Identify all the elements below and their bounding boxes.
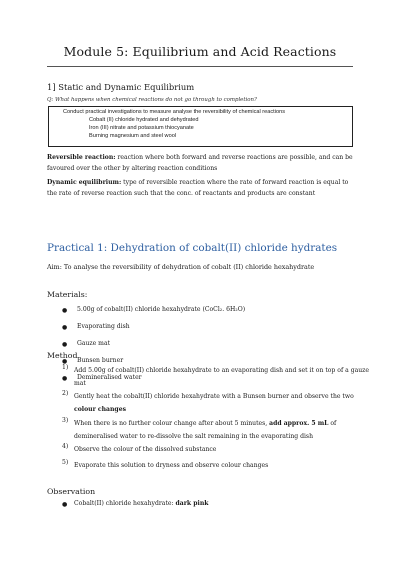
materials-heading: Materials: [47,290,88,299]
bullet-icon: ● [62,341,68,348]
bullet-icon: ● [62,324,68,331]
bullet-icon: ● [62,358,68,365]
syllabus-line: Conduct practical investigations to measure analyse the reversibility of chemical reactions [63,109,285,115]
practical-heading: Practical 1: Dehydration of cobalt(II) chloride hydrates [47,242,338,254]
definition-text: reaction where both forward and reverse reactions are possible, and can be favoured over the other by altering reaction conditions [47,154,353,172]
syllabus-box [48,106,353,147]
section-heading: 1] Static and Dynamic Equilibrium [47,82,195,92]
definition-term: Reversible reaction: [47,154,116,161]
syllabus-line: Burning magnesium and steel wool [89,133,177,139]
page-title: Module 5: Equilibrium and Acid Reactions [63,44,337,59]
syllabus-line: Iron (III) nitrate and potassium thiocyanate [89,125,194,131]
observation-heading: Observation [47,487,96,496]
document-page: Module 5: Equilibrium and Acid Reactions 1] Static and Dynamic Equilibrium Q: What happens when chemical reactions do not go through to completion? Conduct practical investigations to measure analyse the reversibility of chemical reactions Cobalt (II) chloride hydrated and dehydrated Iron (III) nitrate and potassium thiocyanate Burning magnesium and steel wool Reversible reaction: reaction where both forward and reverse reactions are possible, and can be favoured over the other by altering reaction conditions Dynamic equilibrium: type of reversible reaction where the rate of forward reaction is equal to the rate of reverse reaction such that the conc. of reactants and products are constant Practical 1: Dehydration of cobalt(II) chloride hydrates Aim: To analyse the reversibility of dehydration of cobalt (II) chloride hexahydrate Materials: ● 5.00g of cobalt(II) chloride hexahydrate (CoCl₂. 6H₂O) ● Evaporating dish ● Gauze mat ● Bunsen burner ● Demineralised water Method 1) Add 5.00g of cobalt(II) chloride hexahydrate to an evaporating dish and set it on top of a gauze mat 2) Gently heat the cobalt(II) chloride hexahydrate with a Bunsen burner and observe the two colour changes 3) When there is no further colour change after about 5 minutes, add approx. 5 mL of demineralised water to re-dissolve the salt remaining in the evaporating dish 4) Observe the colour of the dissolved substance 5) Evaporate this solution to dryness and observe colour changes Observation ● Cobalt(II) chloride hexahydrate: dark pink [0,0,400,566]
bullet-icon: ● [62,307,68,314]
bullet-icon: ● [62,375,68,382]
definition-text: type of reversible reaction where the rate of forward reaction is equal to the rate of reverse reaction such that the conc. of reactants and products are constant [47,179,349,197]
definition-reversible [47,152,357,174]
syllabus-line: Cobalt (II) chloride hydrated and dehydrated [89,117,199,123]
guiding-question: Q: What happens when chemical reactions do not go through to completion? [47,97,257,103]
definition-dynamic [47,177,357,199]
practical-aim: Aim: To analyse the reversibility of dehydration of cobalt (II) chloride hexahydrate [47,263,315,271]
bullet-icon: ● [62,501,68,508]
title-divider [47,66,353,67]
method-heading: Method [47,351,78,360]
definition-term: Dynamic equilibrium: [47,179,122,186]
